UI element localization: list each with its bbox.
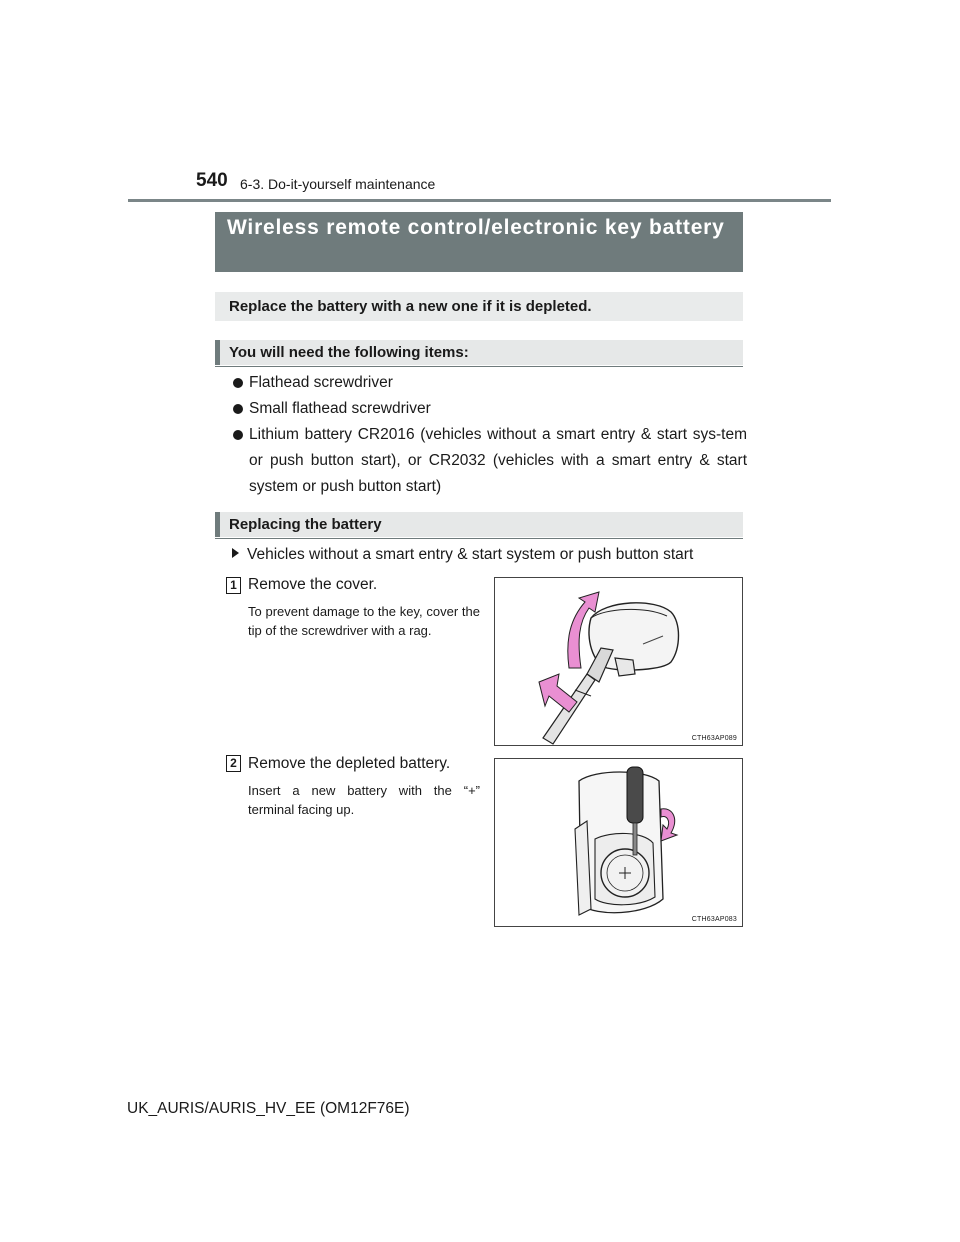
page-number: 540	[196, 170, 228, 191]
items-section-heading-text: You will need the following items:	[229, 344, 469, 361]
page-title: Wireless remote control/electronic key battery	[215, 212, 743, 272]
battery-removal-illustration	[495, 759, 742, 926]
bullet-icon	[233, 404, 243, 414]
section-rule	[215, 538, 743, 539]
replace-section-heading	[215, 512, 743, 537]
vehicle-subheading: Vehicles without a smart entry & start system or push button start	[232, 544, 693, 566]
bullet-icon	[233, 430, 243, 440]
step-2-title: Remove the depleted battery.	[248, 755, 451, 772]
items-list	[232, 370, 747, 500]
figure-code: CTH63AP089	[691, 735, 737, 742]
header-rule	[128, 199, 831, 202]
footer-model-code: UK_AURIS/AURIS_HV_EE (OM12F76E)	[127, 1100, 410, 1117]
figure-remove-battery	[494, 758, 743, 927]
step-number-2: 2	[226, 755, 241, 772]
triangle-bullet-icon	[232, 548, 239, 558]
replace-section-heading-text: Replacing the battery	[229, 516, 382, 533]
key-cover-illustration	[495, 578, 742, 745]
intro-bar: Replace the battery with a new one if it is depleted.	[215, 292, 743, 321]
figure-code: CTH63AP083	[691, 916, 737, 923]
bullet-icon	[233, 378, 243, 388]
section-rule	[215, 366, 743, 367]
list-item: Small flathead screwdriver	[232, 396, 747, 422]
list-item: Lithium battery CR2016 (vehicles without a smart entry & start sys-tem or push button start), or CR2032 (vehicles with a smart entry & start system or push button start)	[232, 422, 747, 500]
list-item: Flathead screwdriver	[232, 370, 747, 396]
step-1-note: To prevent damage to the key, cover the tip of the screwdriver with a rag.	[248, 604, 480, 638]
figure-remove-cover	[494, 577, 743, 746]
step-number-1: 1	[226, 577, 241, 594]
step-2-note: Insert a new battery with the “+” terminal facing up.	[248, 783, 480, 817]
section-label: 6-3. Do-it-yourself maintenance	[240, 176, 436, 192]
step-1-title: Remove the cover.	[248, 576, 378, 593]
items-section-heading	[215, 340, 743, 365]
